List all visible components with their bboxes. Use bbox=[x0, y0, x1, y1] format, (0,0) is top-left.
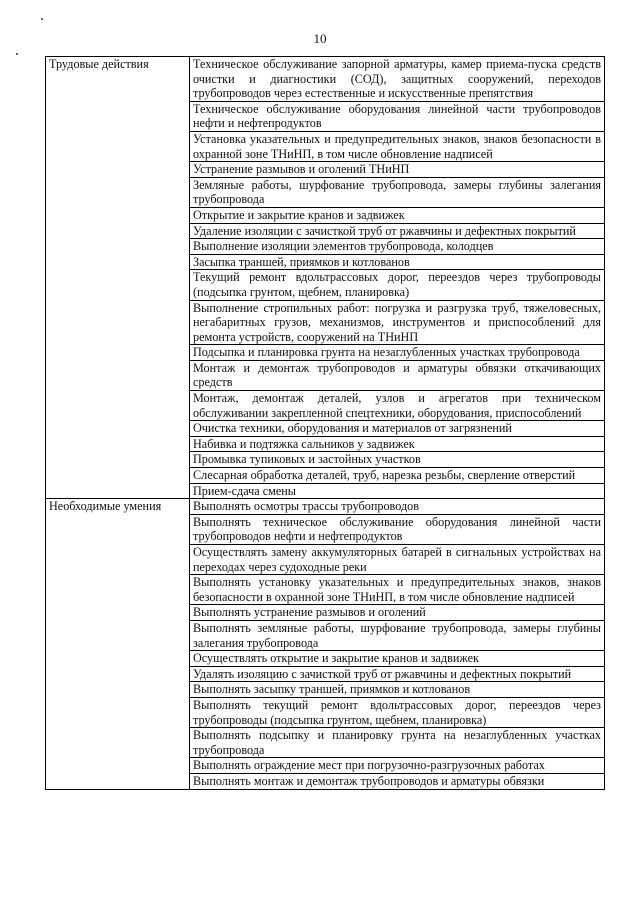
table-cell-item: Выполнять установку указательных и предупредительных знаков, знаков безопасности в охранной зоне ТНиНП, в том числе обновление надписей bbox=[190, 575, 605, 605]
table-cell-item: Засыпка траншей, приямков и котлованов bbox=[190, 254, 605, 270]
table-cell-item: Выполнять земляные работы, шурфование трубопровода, замеры глубины залегания трубопровода bbox=[190, 620, 605, 650]
table-cell-item: Выполнение изоляции элементов трубопровода, колодцев bbox=[190, 239, 605, 255]
table-cell-item: Подсыпка и планировка грунта на незаглубленных участках трубопровода bbox=[190, 345, 605, 361]
table-cell-item: Выполнять устранение размывов и оголений bbox=[190, 605, 605, 621]
table-cell-item: Удаление изоляции с зачисткой труб от ржавчины и дефектных покрытий bbox=[190, 223, 605, 239]
section-label: Трудовые действия bbox=[46, 57, 190, 499]
table-cell-item: Текущий ремонт вдольтрассовых дорог, переездов через трубопроводы (подсыпка грунтом, щебнем, планировка) bbox=[190, 270, 605, 300]
table-cell-item: Очистка техники, оборудования и материалов от загрязнений bbox=[190, 421, 605, 437]
table-cell-item: Выполнять осмотры трассы трубопроводов bbox=[190, 499, 605, 515]
table-cell-item: Открытие и закрытие кранов и задвижек bbox=[190, 207, 605, 223]
table-body bbox=[46, 57, 605, 790]
page-number: 10 bbox=[313, 31, 327, 46]
table-row bbox=[46, 499, 605, 515]
table-cell-item: Выполнять засыпку траншей, приямков и котлованов bbox=[190, 682, 605, 698]
table-cell-item: Выполнять подсыпку и планировку грунта на незаглубленных участках трубопровода bbox=[190, 728, 605, 758]
table-cell-item: Осуществлять замену аккумуляторных батарей в сигнальных устройствах на переходах через судоходные реки bbox=[190, 545, 605, 575]
table-cell-item: Техническое обслуживание запорной арматуры, камер приема-пуска средств очистки и диагностики (СОД), защитных сооружений, переходов трубопроводов через естественные и искусственные препятствия bbox=[190, 57, 605, 102]
table-cell-item: Прием-сдача смены bbox=[190, 483, 605, 499]
table-cell-item: Слесарная обработка деталей, труб, нарезка резьбы, сверление отверстий bbox=[190, 468, 605, 484]
table-cell-item: Осуществлять открытие и закрытие кранов и задвижек bbox=[190, 651, 605, 667]
table-cell-item: Установка указательных и предупредительных знаков, знаков безопасности в охранной зоне ТНиНП, в том числе обновление надписей bbox=[190, 131, 605, 161]
table-cell-item: Монтаж и демонтаж трубопроводов и арматуры обвязки откачивающих средств bbox=[190, 360, 605, 390]
table-cell-item: Выполнять ограждение мест при погрузочно-разгрузочных работах bbox=[190, 758, 605, 774]
qualification-table bbox=[45, 56, 605, 790]
table-cell-item: Земляные работы, шурфование трубопровода, замеры глубины залегания трубопровода bbox=[190, 177, 605, 207]
table-row bbox=[46, 57, 605, 102]
table-cell-item: Выполнять техническое обслуживание оборудования линейной части трубопроводов нефти и нефтепродуктов bbox=[190, 514, 605, 544]
table-cell-item: Монтаж, демонтаж деталей, узлов и агрегатов при техническом обслуживании закрепленной спецтехники, оборудования, приспособлений bbox=[190, 391, 605, 421]
table-cell-item: Выполнение стропильных работ: погрузка и разгрузка труб, тяжеловесных, негабаритных грузов, механизмов, инструментов и приспособлений для ремонта устройств, сооружений на ТНиНП bbox=[190, 300, 605, 345]
table-cell-item: Промывка тупиковых и застойных участков bbox=[190, 452, 605, 468]
table-cell-item: Устранение размывов и оголений ТНиНП bbox=[190, 162, 605, 178]
scan-speck bbox=[41, 18, 43, 20]
table-cell-item: Техническое обслуживание оборудования линейной части трубопроводов нефти и нефтепродуктов bbox=[190, 101, 605, 131]
scan-speck bbox=[16, 53, 18, 55]
section-label: Необходимые умения bbox=[46, 499, 190, 789]
table-cell-item: Выполнять текущий ремонт вдольтрассовых дорог, переездов через трубопроводы (подсыпка грунтом, щебнем, планировка) bbox=[190, 697, 605, 727]
table-cell-item: Удалять изоляцию с зачисткой труб от ржавчины и дефектных покрытий bbox=[190, 666, 605, 682]
table-cell-item: Выполнять монтаж и демонтаж трубопроводов и арматуры обвязки bbox=[190, 773, 605, 789]
table-cell-item: Набивка и подтяжка сальников у задвижек bbox=[190, 436, 605, 452]
